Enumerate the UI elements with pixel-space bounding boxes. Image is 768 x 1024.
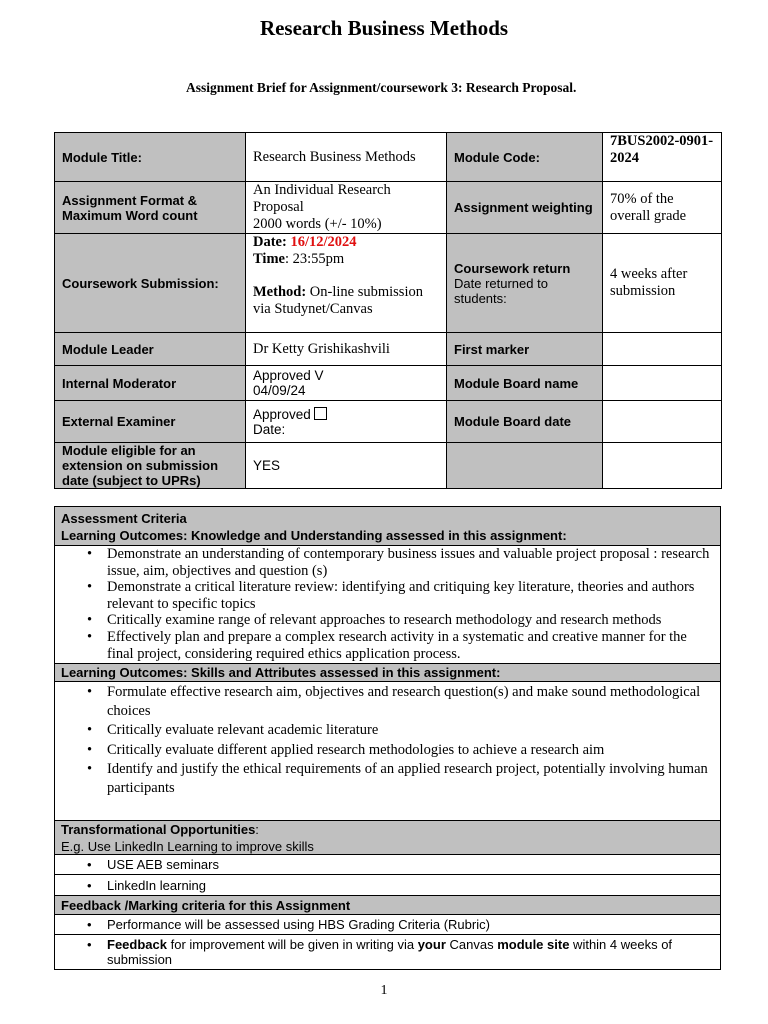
first-marker-label: First marker (447, 333, 603, 366)
format-value (246, 182, 447, 234)
list-item: • Formulate effective research aim, objectives and research question(s) and make sound methodological choices (87, 684, 701, 720)
list-item: • Feedback for improvement will be given in writing via your Canvas module site within 4 weeks of submission (87, 937, 673, 967)
empty-grey-cell (447, 443, 603, 489)
document-subtitle: Assignment Brief for Assignment/coursework 3: Research Proposal. (186, 80, 577, 95)
submission-time: : 23:55pm (284, 251, 345, 267)
list-item: • Critically examine range of relevant approaches to research methodology and research methods (87, 612, 662, 629)
time-label: Time (253, 251, 285, 267)
weighting-label: Assignment weighting (447, 182, 603, 234)
feedback-heading: Feedback /Marking criteria for this Assignment (55, 896, 721, 915)
transform-sub: E.g. Use LinkedIn Learning to improve skills (61, 839, 314, 854)
list-item: • Demonstrate an understanding of contemporary business issues and valuable project proposal : research issue, aim, objectives and question (s) (87, 546, 710, 579)
skills-list (61, 683, 714, 798)
list-item: • Critically evaluate relevant academic literature (87, 722, 379, 739)
leader-label: Module Leader (55, 333, 246, 366)
skills-list-cell (55, 682, 721, 821)
list-item: • Critically evaluate different applied research methodologies to achieve a research aim (87, 741, 605, 758)
list-item: • Identify and justify the ethical requirements of an applied research project, potentially involving human participants (87, 760, 708, 797)
format-value-line1: An Individual Research Proposal (253, 182, 391, 215)
knowledge-heading: Learning Outcomes: Knowledge and Understanding assessed in this assignment: (55, 527, 721, 546)
leader-value: Dr Ketty Grishikashvili (246, 333, 447, 366)
list-item: • LinkedIn learning (87, 877, 207, 893)
checkbox-icon (314, 407, 327, 420)
submission-method: On-line submission via Studynet/Canvas (253, 284, 423, 317)
assessment-criteria-heading: Assessment Criteria (55, 507, 721, 527)
module-info-table (54, 132, 722, 489)
format-label: Assignment Format & Maximum Word count (55, 182, 246, 234)
list-item: • USE AEB seminars (87, 857, 219, 872)
transform-item-cell (55, 855, 721, 875)
moderator-date: 04/09/24 (253, 383, 306, 398)
moderator-value (246, 366, 447, 401)
submission-label: Coursework Submission: (55, 234, 246, 333)
skills-heading: Learning Outcomes: Skills and Attributes assessed in this assignment: (55, 664, 721, 682)
module-title-label: Module Title: (55, 133, 246, 182)
method-label: Method: (253, 284, 307, 300)
transform-heading-cell: Transformational Opportunities: E.g. Use LinkedIn Learning to improve skills (55, 821, 721, 855)
board-date-value (603, 401, 722, 443)
submission-date: 16/12/2024 (290, 234, 357, 250)
assessment-criteria-table (54, 506, 721, 970)
submission-value (246, 234, 447, 333)
document-title: Research Business Methods (259, 16, 509, 40)
board-name-value (603, 366, 722, 401)
list-item: • Demonstrate a critical literature review: identifying and critiquing key literature, theories and authors relevant to specific topics (87, 579, 695, 612)
board-date-label: Module Board date (447, 401, 603, 443)
first-marker-value (603, 333, 722, 366)
module-code-value: 7BUS2002-0901-2024 (603, 133, 722, 182)
knowledge-list (61, 546, 714, 662)
extension-value: YES (246, 443, 447, 489)
date-label: Date: (253, 234, 287, 250)
page-number: 1 (380, 983, 388, 998)
board-name-label: Module Board name (447, 366, 603, 401)
list-item: • Performance will be assessed using HBS Grading Criteria (Rubric) (87, 917, 490, 932)
examiner-approval: Approved (253, 406, 311, 422)
return-value: 4 weeks after submission (603, 234, 722, 333)
feedback-item-cell (55, 935, 721, 970)
feedback-item-cell (55, 915, 721, 935)
examiner-value (246, 401, 447, 443)
knowledge-list-cell (55, 546, 721, 664)
examiner-date: Date: (253, 421, 286, 437)
return-label: Coursework return (454, 260, 571, 276)
empty-cell (603, 443, 722, 489)
weighting-value: 70% of the overall grade (603, 182, 722, 234)
extension-label: Module eligible for an extension on submission date (subject to UPRs) (55, 443, 246, 489)
format-value-line2: 2000 words (+/- 10%) (253, 216, 382, 232)
module-code-label: Module Code: (447, 133, 603, 182)
moderator-approval: Approved V (253, 368, 324, 383)
transform-heading: Transformational Opportunities (61, 822, 256, 837)
module-title-value: Research Business Methods (246, 133, 447, 182)
return-sub-label: Date returned to students: (454, 275, 548, 306)
return-label-cell (447, 234, 603, 333)
examiner-label: External Examiner (55, 401, 246, 443)
moderator-label: Internal Moderator (55, 366, 246, 401)
transform-item-cell (55, 875, 721, 896)
list-item: • Effectively plan and prepare a complex research activity in a systematic and creative manner for the final project, considering required ethics application process. (87, 628, 687, 662)
